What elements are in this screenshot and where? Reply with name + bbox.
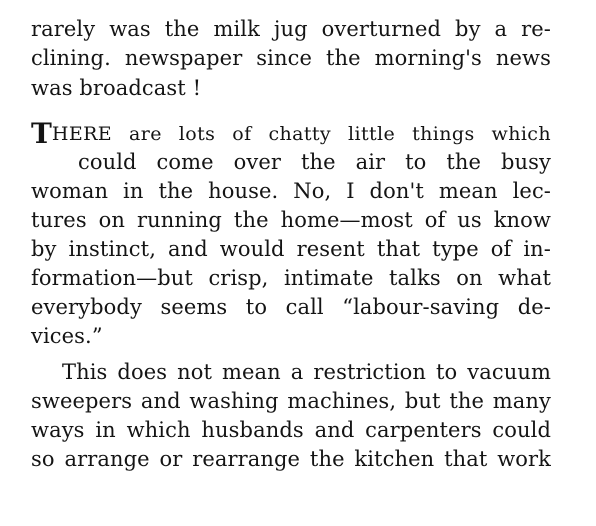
text-line: tures on running the home—most of us know	[31, 208, 551, 232]
text-line: by instinct, and would resent that type of in-	[31, 237, 551, 261]
text-line: vices.”	[31, 324, 103, 348]
text-line: sweepers and washing machines, but the many	[31, 389, 551, 413]
drop-cap-line-rest: HERE are lots of chatty little things which	[51, 123, 551, 145]
text-line: clining. newspaper since the morning's news	[31, 46, 551, 70]
text-line: was broadcast !	[31, 76, 202, 100]
text-line: ways in which husbands and carpenters could	[31, 418, 551, 442]
drop-cap: T	[31, 117, 52, 150]
text-line: could come over the air to the busy	[78, 150, 551, 174]
text-line: This does not mean a restriction to vacuum	[62, 360, 551, 384]
text-line: woman in the house. No, I don't mean lec-	[31, 179, 551, 203]
text-line: everybody seems to call “labour-saving de-	[31, 295, 551, 319]
text-line: so arrange or rearrange the kitchen that work	[31, 447, 551, 471]
text-line-with-drop-cap	[31, 117, 551, 150]
text-line: rarely was the milk jug overturned by a re-	[31, 17, 551, 41]
text-line: formation—but crisp, intimate talks on what	[31, 266, 551, 290]
